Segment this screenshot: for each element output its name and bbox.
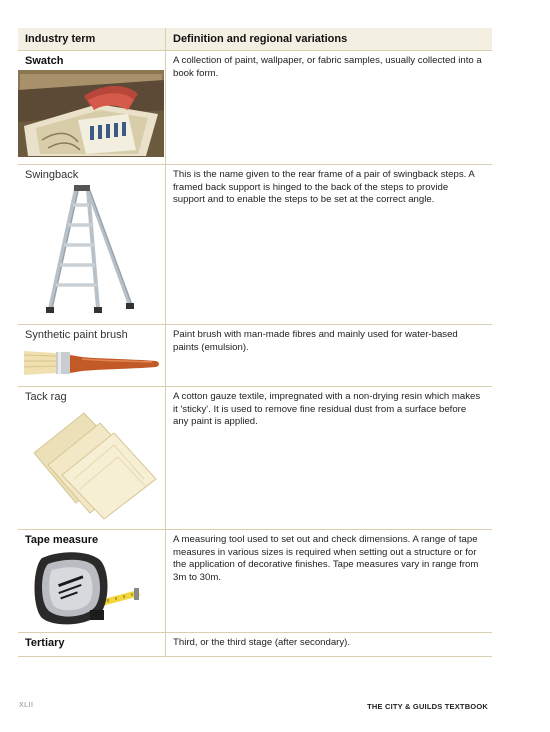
definition-synthetic-paint-brush: Paint brush with man-made fibres and mainly used for water-based paints (emulsion). — [165, 325, 492, 386]
header-definition: Definition and regional variations — [165, 28, 492, 50]
paint-brush-photo — [22, 345, 162, 381]
table-row — [18, 165, 492, 325]
term-swatch: Swatch — [25, 55, 64, 67]
table-row — [18, 530, 492, 633]
term-swingback: Swingback — [25, 169, 79, 181]
term-synthetic-paint-brush: Synthetic paint brush — [25, 329, 128, 341]
page-number: XLII — [19, 702, 34, 709]
tack-rag-photo — [28, 409, 160, 521]
definition-tape-measure: A measuring tool used to set out and check dimensions. A range of tape measures in various sizes is required when setting out a structure or for the application of decorative finishes. Tape measures vary in range from 3m to 30m. — [165, 530, 492, 632]
term-tape-measure: Tape measure — [25, 534, 99, 546]
term-tack-rag: Tack rag — [25, 391, 67, 403]
definition-tack-rag: A cotton gauze textile, impregnated with a non-drying resin which makes it 'sticky'. It is used to remove fine residual dust from a surface before any paint is applied. — [165, 387, 492, 529]
swatch-book-photo — [18, 70, 164, 157]
term-tertiary: Tertiary — [25, 637, 65, 649]
table-row — [18, 633, 492, 657]
table-header — [18, 28, 492, 51]
definition-swingback: This is the name given to the rear frame of a pair of swingback steps. A framed back support is hinged to the back of the steps to provide support and to enable the steps to be set at the correct angle. — [165, 165, 492, 324]
glossary-table — [18, 28, 492, 657]
table-row — [18, 325, 492, 387]
header-term: Industry term — [25, 33, 96, 45]
definition-swatch: A collection of paint, wallpaper, or fabric samples, usually collected into a book form. — [165, 51, 492, 164]
definition-tertiary: Third, or the third stage (after secondary). — [165, 633, 492, 656]
book-title: THE CITY & GUILDS TEXTBOOK — [367, 702, 488, 711]
tape-measure-photo — [30, 548, 142, 630]
stepladder-photo — [40, 185, 140, 317]
table-row — [18, 51, 492, 165]
table-row — [18, 387, 492, 530]
